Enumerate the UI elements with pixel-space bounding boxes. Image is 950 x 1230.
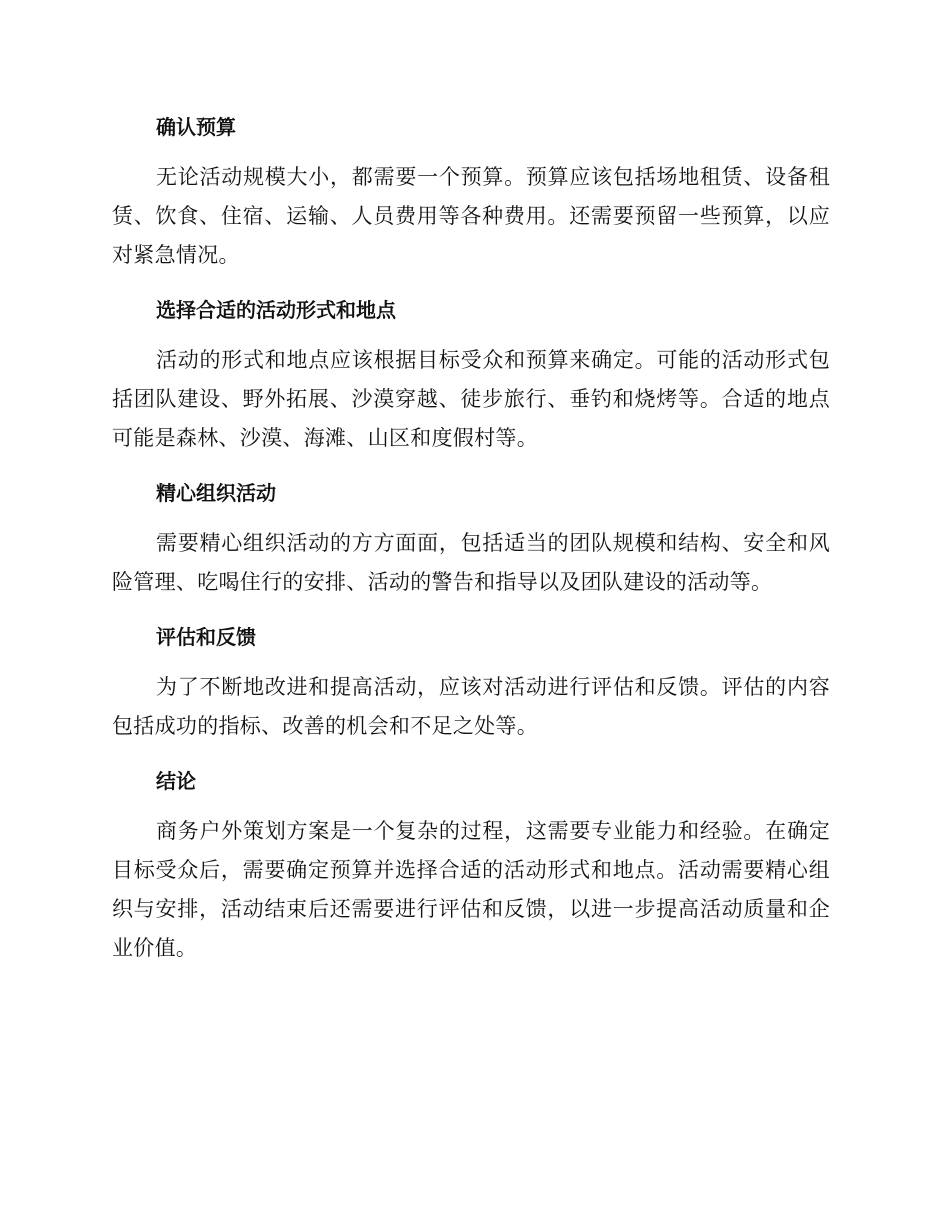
section-body: 需要精心组织活动的方方面面，包括适当的团队规模和结构、安全和风险管理、吃喝住行的安排、活动的警告和指导以及团队建设的活动等。 xyxy=(112,531,830,594)
section-heading: 精心组织活动 xyxy=(156,481,276,505)
section-body: 活动的形式和地点应该根据目标受众和预算来确定。可能的活动形式包括团队建设、野外拓展、沙漠穿越、徒步旅行、垂钓和烧烤等。合适的地点可能是森林、沙漠、海滩、山区和度假村等。 xyxy=(112,348,830,450)
section-conclusion xyxy=(112,760,830,968)
section-organize xyxy=(112,472,830,602)
section-body: 商务户外策划方案是一个复杂的过程，这需要专业能力和经验。在确定目标受众后，需要确定预算并选择合适的活动形式和地点。活动需要精心组织与安排，活动结束后还需要进行评估和反馈，以进一步提高活动质量和企业价值。 xyxy=(112,819,830,960)
section-format-location xyxy=(112,289,830,458)
document-page xyxy=(112,106,830,982)
section-heading: 评估和反馈 xyxy=(156,625,256,649)
section-body: 无论活动规模大小，都需要一个预算。预算应该包括场地租赁、设备租赁、饮食、住宿、运输、人员费用等各种费用。还需要预留一些预算，以应对紧急情况。 xyxy=(112,165,830,267)
section-heading: 确认预算 xyxy=(156,115,236,139)
section-heading: 结论 xyxy=(156,769,196,793)
section-budget xyxy=(112,106,830,275)
section-body: 为了不断地改进和提高活动，应该对活动进行评估和反馈。评估的内容包括成功的指标、改善的机会和不足之处等。 xyxy=(112,675,830,738)
section-evaluation xyxy=(112,616,830,746)
section-heading: 选择合适的活动形式和地点 xyxy=(156,298,396,322)
